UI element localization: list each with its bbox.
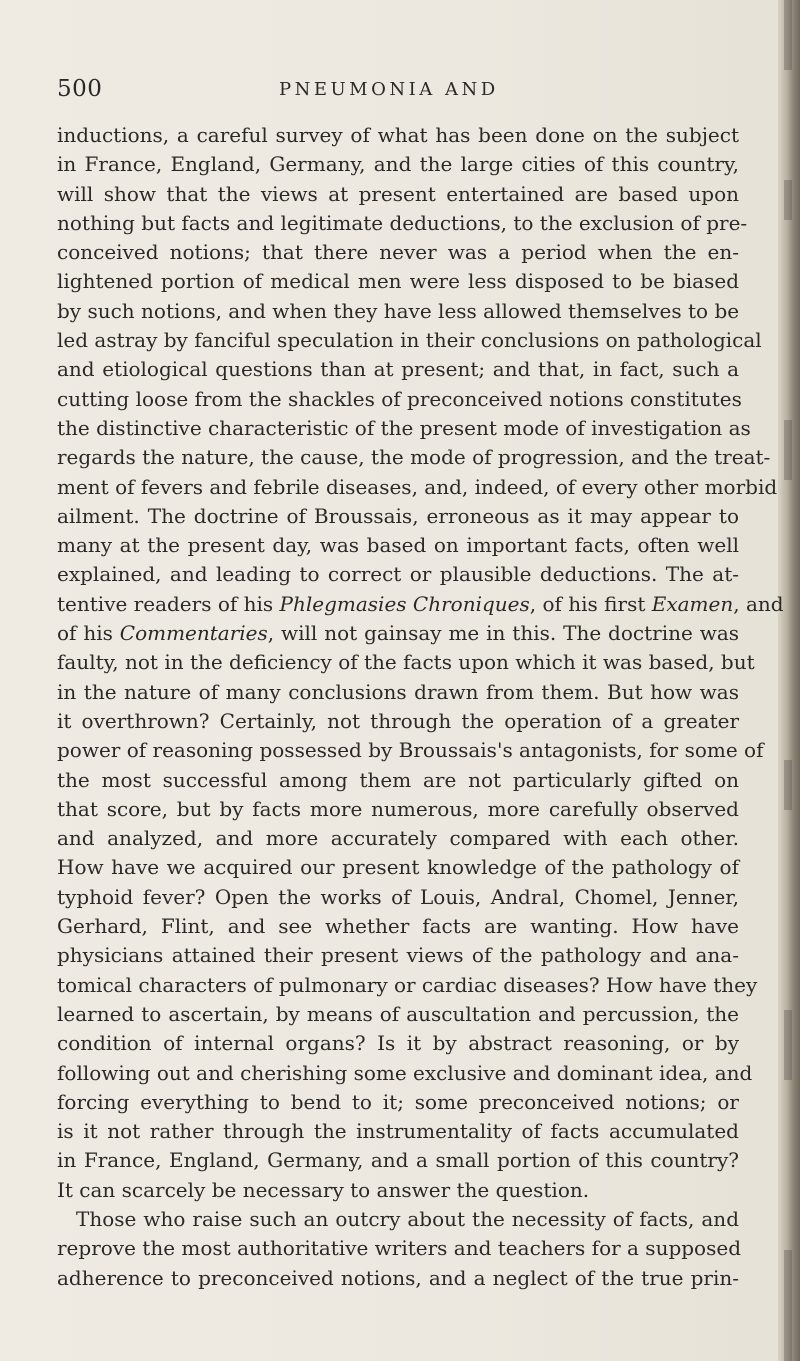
text-line: lightened portion of medical men were less disposed to be biased [57, 269, 739, 294]
text-line: forcing everything to bend to it; some preconceived notions; or [57, 1089, 739, 1114]
text-line: and analyzed, and more accurately compared with each other. [57, 826, 739, 851]
text-line: nothing but facts and legitimate deductions, to the exclusion of pre- [57, 210, 748, 235]
text-line: explained, and leading to correct or plausible deductions. The at- [57, 562, 739, 587]
text-line: of his Commentaries, will not gainsay me in this. The doctrine was [57, 621, 740, 646]
text-line: led astray by fanciful speculation in their conclusions on pathological [57, 328, 762, 353]
text-line: many at the present day, was based on important facts, often well [57, 533, 739, 558]
text-line: faulty, not in the deficiency of the facts upon which it was based, but [57, 650, 755, 675]
text-line: it overthrown? Certainly, not through the operation of a greater [57, 708, 739, 733]
text-line: ailment. The doctrine of Broussais, erroneous as it may appear to [57, 503, 739, 528]
text-line: will show that the views at present entertained are based upon [57, 181, 739, 206]
body-text [57, 121, 784, 1293]
text-line: in France, England, Germany, and the large cities of this country, [57, 152, 739, 177]
italic-title: Phlegmasies Chroniques [279, 591, 530, 616]
text-line: cutting loose from the shackles of preconceived notions constitutes [57, 386, 742, 411]
text-line: in the nature of many conclusions drawn from them. But how was [57, 679, 739, 704]
text-line: the most successful among them are not particularly gifted on [57, 767, 739, 792]
text-line: inductions, a careful survey of what has been done on the subject [57, 123, 739, 147]
text-line: tomical characters of pulmonary or cardiac diseases? How have they [57, 972, 758, 997]
text-line: following out and cherishing some exclusive and dominant idea, and [57, 1060, 753, 1085]
text-line: is it not rather through the instrumentality of facts accumulated [57, 1119, 739, 1144]
text-line: physicians attained their present views of the pathology and ana- [57, 943, 739, 968]
text-line: regards the nature, the cause, the mode of progression, and the treat- [57, 445, 771, 470]
text-line: and etiological questions than at present; and that, in fact, such a [57, 357, 739, 382]
text-line: adherence to preconceived notions, and a neglect of the true prin- [57, 1265, 739, 1290]
text-line: reprove the most authoritative writers and teachers for a supposed [57, 1236, 742, 1261]
text-line: Those who raise such an outcry about the necessity of facts, and [76, 1206, 739, 1231]
page-header [57, 76, 747, 106]
italic-title: Commentaries [119, 621, 268, 646]
text-line: ment of fevers and febrile diseases, and, indeed, of every other morbid [57, 474, 778, 499]
text-line: by such notions, and when they have less allowed themselves to be [57, 298, 740, 323]
page-binding-edge [778, 0, 800, 1361]
text-line: conceived notions; that there never was a period when the en- [57, 240, 739, 265]
page-number: 500 [57, 76, 103, 102]
text-line: tentive readers of his Phlegmasies Chroniques, of his first Examen, and [57, 591, 784, 616]
text-line: condition of internal organs? Is it by abstract reasoning, or by [57, 1031, 739, 1056]
text-line: in France, England, Germany, and a small portion of this country? [57, 1148, 739, 1173]
text-line: typhoid fever? Open the works of Louis, Andral, Chomel, Jenner, [57, 884, 739, 909]
text-line: Gerhard, Flint, and see whether facts are wanting. How have [57, 914, 739, 939]
italic-title: Examen [651, 591, 734, 616]
text-line: How have we acquired our present knowledge of the pathology of [57, 855, 739, 880]
running-head: PNEUMONIA AND [279, 79, 499, 100]
text-line: It can scarcely be necessary to answer the question. [57, 1177, 590, 1202]
text-line: learned to ascertain, by means of auscultation and percussion, the [57, 1001, 739, 1026]
text-line: the distinctive characteristic of the present mode of investigation as [57, 415, 751, 440]
text-line: power of reasoning possessed by Broussais's antagonists, for some of [57, 738, 764, 763]
text-line: that score, but by facts more numerous, more carefully observed [57, 796, 739, 821]
